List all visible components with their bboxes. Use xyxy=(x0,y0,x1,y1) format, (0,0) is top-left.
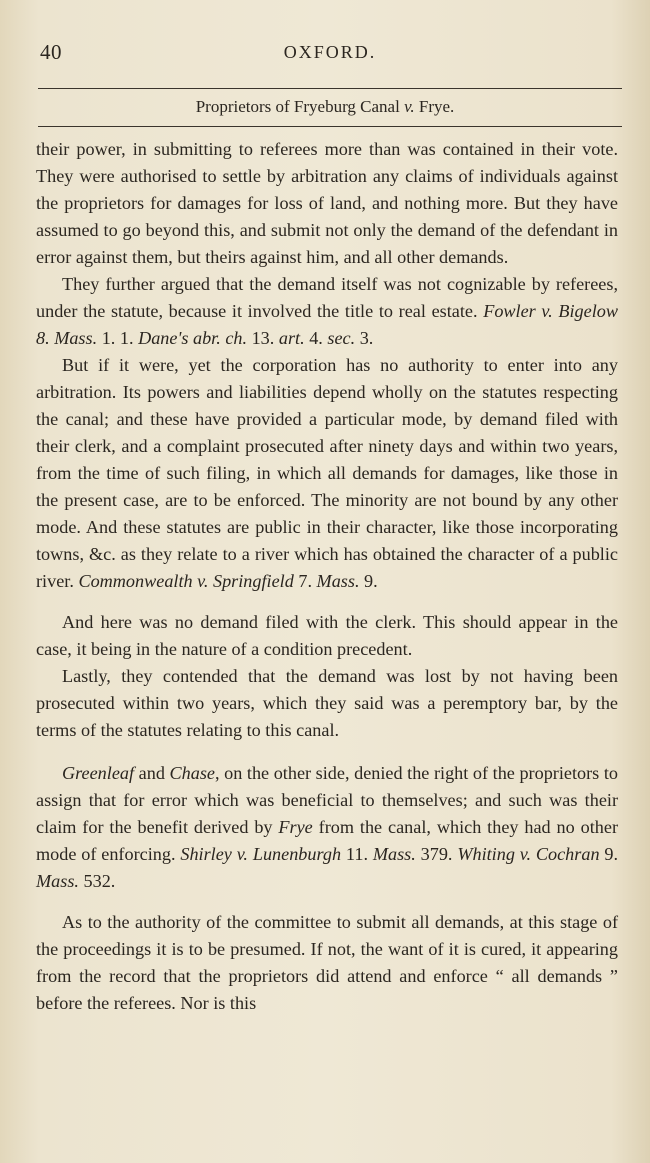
citation-art: art. xyxy=(278,328,305,348)
paragraph-6-text: , on the other side, denied the right of the proprietors to assign that for error which was beneficial to themselves; and such was their claim for the benefit derived by xyxy=(36,763,618,837)
citation-sec: sec. xyxy=(327,328,356,348)
paragraph-6 xyxy=(36,760,618,895)
citation-number: 1. 1. xyxy=(97,328,139,348)
page-number: 40 xyxy=(40,40,62,64)
paragraph-6-text: from the canal, which they had no other mode of enforcing. xyxy=(36,817,618,864)
case-title-suffix: Frye. xyxy=(414,97,455,116)
citation-number: 7. xyxy=(293,571,317,591)
citation-fowler: Fowler v. Bigelow 8. Mass. xyxy=(36,301,618,348)
case-title-prefix: Proprietors of Fryeburg Canal xyxy=(195,97,405,116)
citation-number: 9. xyxy=(599,844,619,864)
case-title xyxy=(0,97,650,117)
paragraph-5: Lastly, they contended that the demand was lost by not having been prosecuted within two years, which they said was a peremptory bar, by the terms of the statutes relating to this canal. xyxy=(36,666,618,740)
citation-number: 532. xyxy=(78,871,116,891)
page-header xyxy=(40,40,620,70)
citation-commonwealth: Commonwealth v. Springfield xyxy=(78,571,294,591)
paragraph-3 xyxy=(36,352,618,595)
party-frye: Frye xyxy=(278,817,313,837)
citation-number: 379. xyxy=(415,844,458,864)
citation-dane: Dane's abr. ch. xyxy=(138,328,248,348)
citation-number: 4. xyxy=(304,328,328,348)
paragraph-1: their power, in submitting to referees more than was contained in their vote. They were authorised to settle by arbitration any claims of individuals against the proprietors for damages for loss of land, and nothing more. But they have assumed to go beyond this, and submit not only the demand of the defendant in error against them, but theirs against him, and all other demands. xyxy=(36,139,618,267)
citation-mass: Mass. xyxy=(36,871,79,891)
paragraph-6-text: and xyxy=(134,763,170,783)
page-body xyxy=(36,136,618,1017)
case-title-vs: v. xyxy=(404,97,415,116)
paragraph-7: As to the authority of the committee to submit all demands, at this stage of the proceedings it is to be presumed. If not, the want of it is cured, it appearing from the record that the proprietors did attend and enforce “ all demands ” before the referees. Nor is this xyxy=(36,912,618,1013)
paragraph-2 xyxy=(36,271,618,352)
citation-mass: Mass. xyxy=(372,844,416,864)
paragraph-4: And here was no demand filed with the clerk. This should appear in the case, it being in the nature of a condition precedent. xyxy=(36,612,618,659)
paragraph-3-text: But if it were, yet the corporation has no authority to enter into any arbitration. Its powers and liabilities depend wholly on the statutes respecting the canal; and these have provided a particular mode, by demand filed with their clerk, and a complaint prosecuted after ninety days and within two years, from the time of such filing, in which all demands for damages, like those in the present case, are to be enforced. The minority are not bound by any other mode. And these statutes are public in their character, like those incorporating towns, &c. as they relate to a river which has obtained the character of a public river. xyxy=(36,355,618,591)
counsel-chase: Chase xyxy=(169,763,215,783)
citation-number: 11. xyxy=(341,844,373,864)
citation-whiting: Whiting v. Cochran xyxy=(457,844,600,864)
header-rule-top xyxy=(38,88,622,89)
running-title: OXFORD. xyxy=(283,42,377,62)
citation-number: 3. xyxy=(355,328,374,348)
citation-mass: Mass. xyxy=(316,571,360,591)
paragraph-2-text: They further argued that the demand itself was not cognizable by referees, under the statute, because it involved the title to real estate. xyxy=(36,274,618,321)
header-rule-bottom xyxy=(38,126,622,127)
citation-number: 13. xyxy=(247,328,279,348)
counsel-greenleaf: Greenleaf xyxy=(62,763,135,783)
citation-shirley: Shirley v. Lunenburgh xyxy=(180,844,342,864)
citation-number: 9. xyxy=(359,571,378,591)
